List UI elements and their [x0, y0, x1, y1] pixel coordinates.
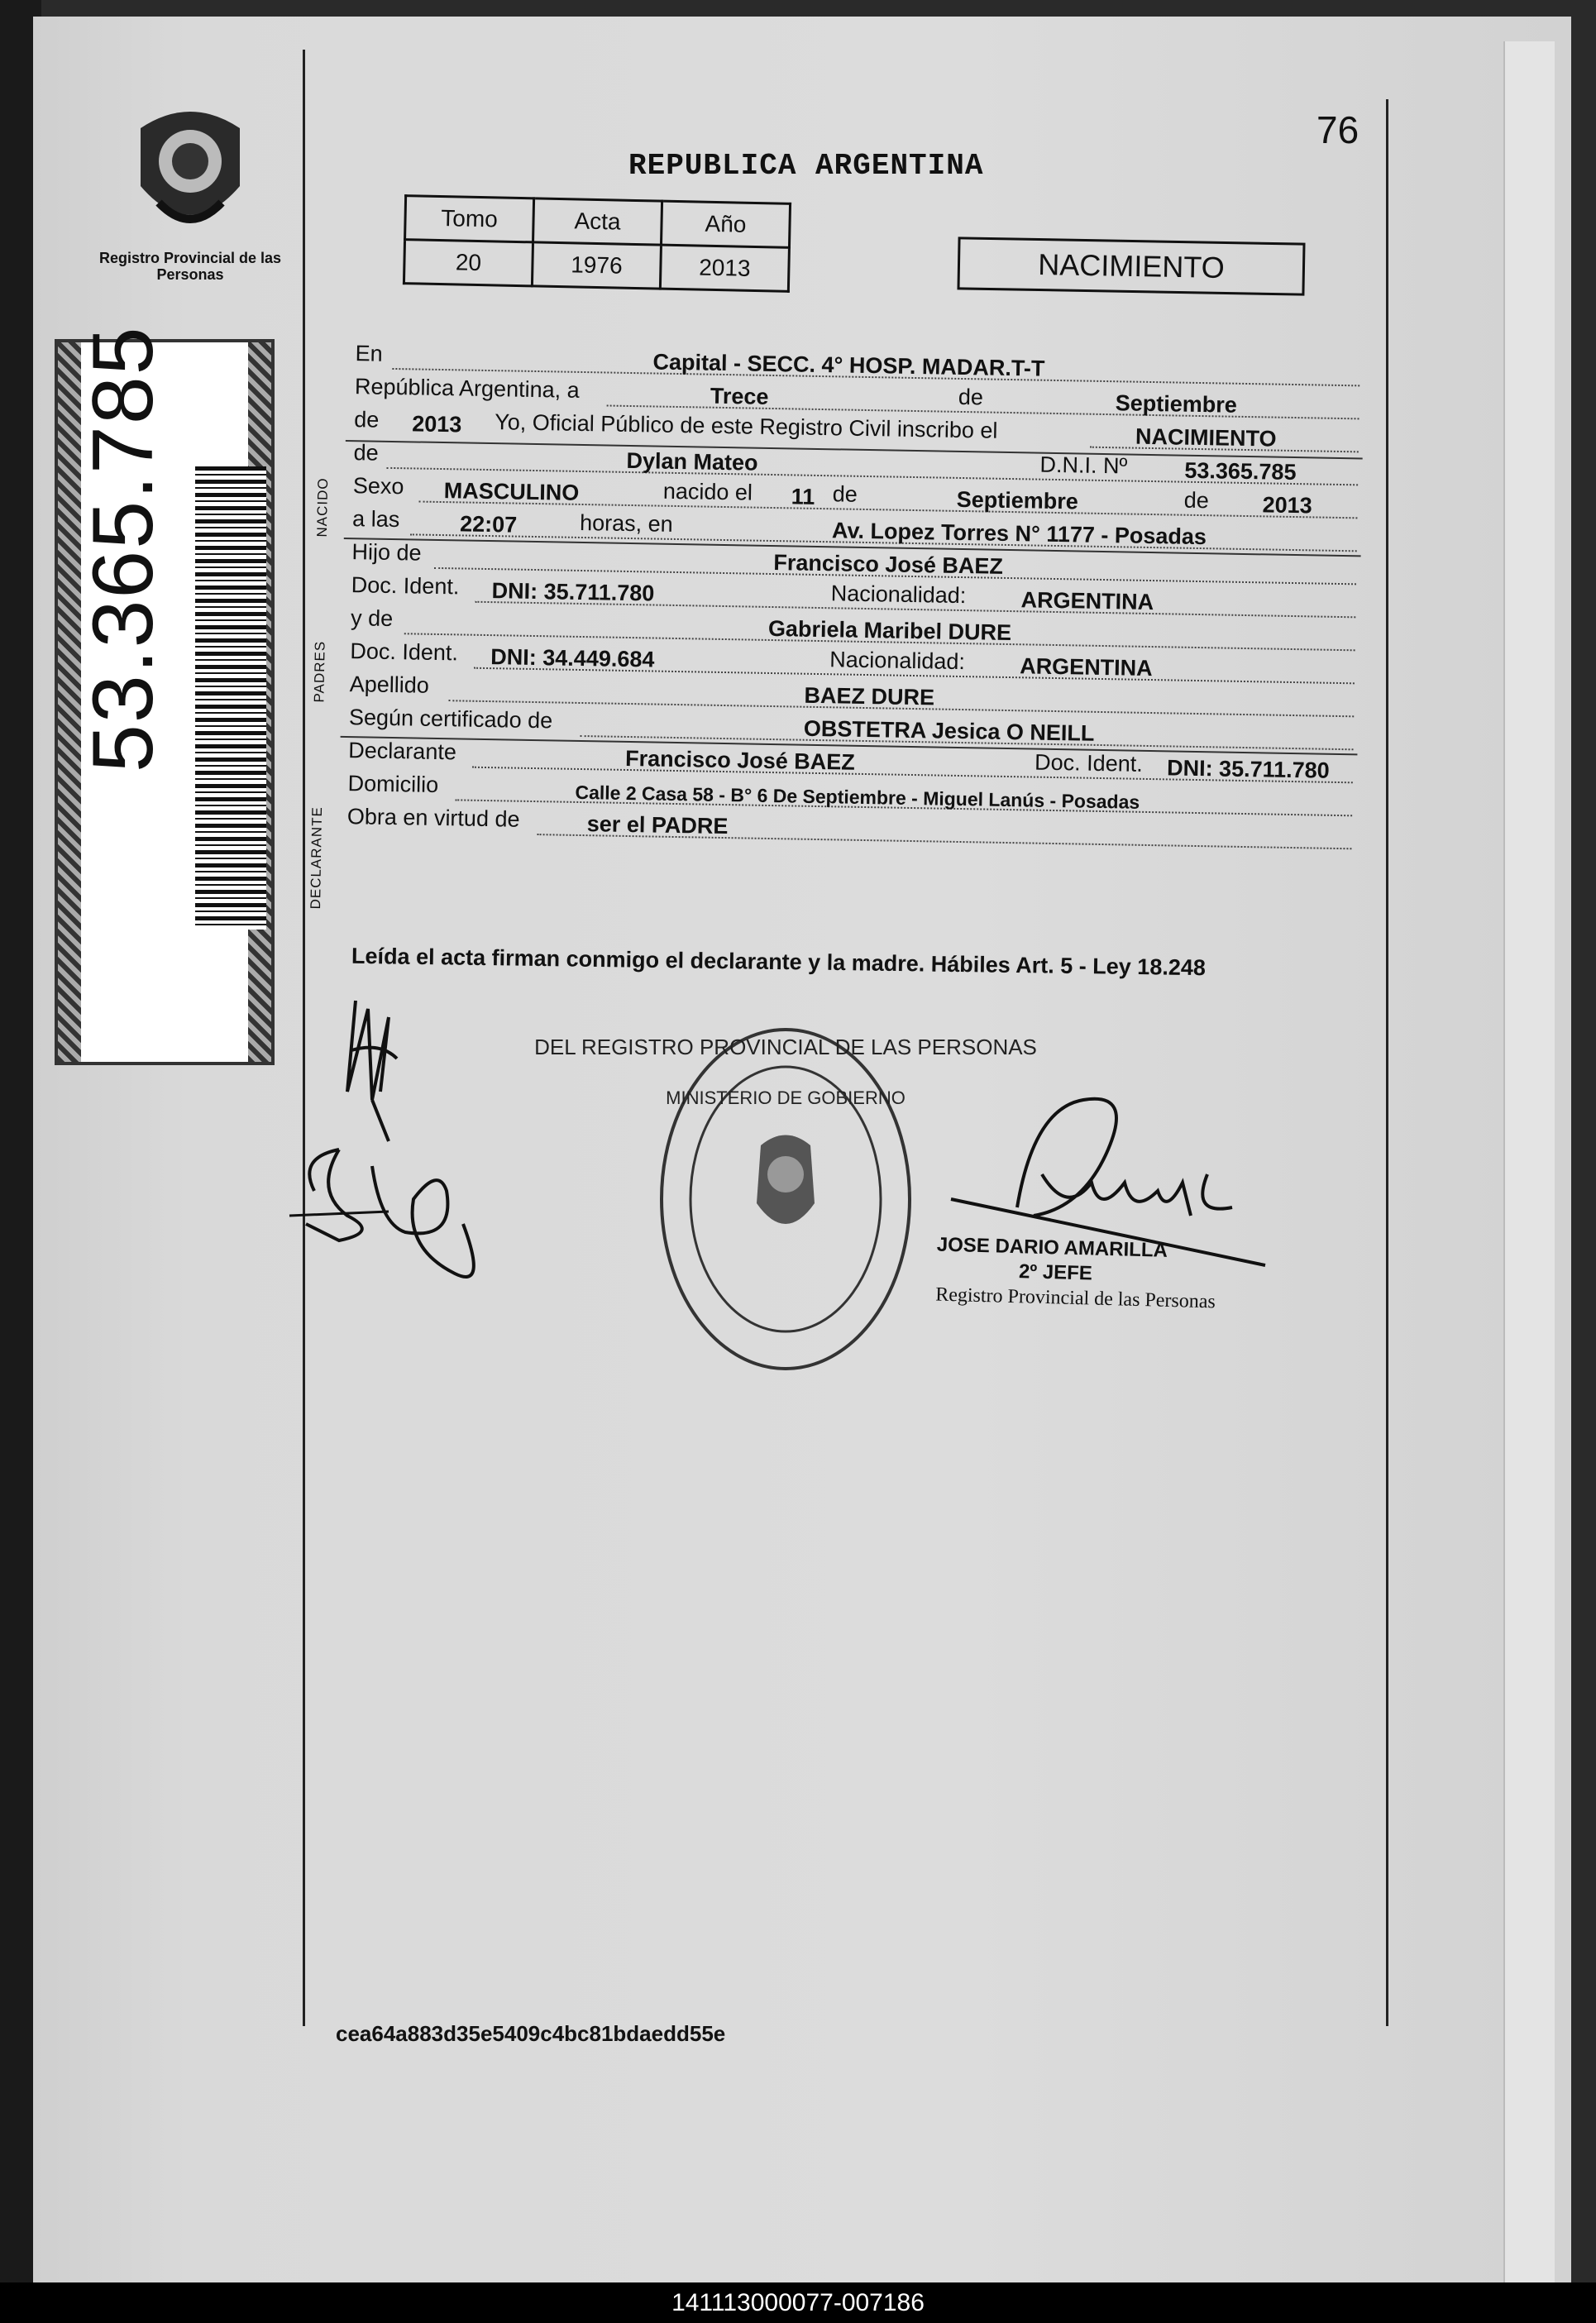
signature-declarante [289, 976, 496, 1307]
stamp-outer-text: DEL REGISTRO PROVINCIAL DE LAS PERSONAS [534, 1035, 1037, 1059]
official-role: 2º JEFE [1018, 1260, 1093, 1285]
year-value: 2013 [411, 411, 462, 437]
official-office: Registro Provincial de las Personas [934, 1283, 1216, 1313]
obra-label: Obra en virtud de [346, 804, 520, 832]
footer-id: 141113000077-007186 [671, 2289, 925, 2316]
tomo-header: Tomo [405, 196, 534, 242]
decl-doc-label: Doc. Ident. [1034, 749, 1144, 777]
month-value: Septiembre [1115, 390, 1238, 418]
padre-nac-value: ARGENTINA [1020, 587, 1154, 615]
hijo-de-label: Hijo de [351, 539, 422, 566]
declarante-label: Declarante [348, 738, 457, 765]
nacido-el-label: nacido el [662, 478, 753, 505]
de2-label: de [354, 407, 380, 433]
hora-value: 22:07 [459, 511, 518, 538]
declarante-section-label: DECLARANTE [307, 805, 326, 910]
de-label: de [958, 384, 984, 410]
madre-nac-value: ARGENTINA [1019, 653, 1153, 681]
right-frame-line [1386, 99, 1388, 2026]
padre-nac-label: Nacionalidad: [830, 581, 967, 609]
padre-doc-label: Doc. Ident. [351, 572, 460, 600]
stamp-inner-text: MINISTERIO DE GOBIERNO [666, 1087, 906, 1108]
nombre-label: de [353, 440, 379, 466]
nacido-anio: 2013 [1262, 492, 1313, 519]
official-signature-block [935, 1233, 1217, 1315]
day-value: Trece [710, 383, 769, 409]
barcode-number: 53.365.785 [75, 325, 171, 772]
padre-doc-value: DNI: 35.711.780 [491, 578, 655, 606]
nacido-dia: 11 [791, 484, 815, 509]
madre-doc-value: DNI: 34.449.684 [490, 644, 655, 672]
madre-value: Gabriela Maribel DURE [767, 615, 1012, 646]
inscribo-value: NACIMIENTO [1135, 423, 1277, 452]
official-stamp [534, 1021, 1037, 1377]
acta-value: 1976 [532, 242, 661, 289]
lugar-value: Av. Lopez Torres N° 1177 - Posadas [831, 518, 1207, 550]
official-name: JOSE DARIO AMARILLA [936, 1233, 1168, 1262]
footer-id-bar [0, 2282, 1596, 2323]
anio-header: Año [661, 201, 790, 247]
obra-value: ser el PADRE [586, 811, 729, 839]
acta-header: Acta [533, 198, 662, 245]
page-edge [1503, 41, 1555, 2299]
oficial-text: Yo, Oficial Público de este Registro Civil inscribo el [495, 409, 998, 443]
nacido-de2-label: de [1183, 487, 1210, 514]
dni-label: D.N.I. Nº [1039, 452, 1128, 479]
a-las-label: a las [351, 506, 400, 533]
dni-value: 53.365.785 [1184, 457, 1297, 485]
tomo-acta-table [403, 194, 791, 293]
padre-value: Francisco José BAEZ [773, 550, 1004, 579]
nombre-value: Dylan Mateo [626, 447, 758, 476]
apellido-value: BAEZ DURE [804, 682, 935, 710]
padres-section-label: PADRES [311, 640, 328, 703]
document-hash: cea64a883d35e5409c4bc81bdaedd55e [336, 2021, 726, 2046]
madre-nac-label: Nacionalidad: [829, 647, 966, 675]
decl-doc-value: DNI: 35.711.780 [1166, 755, 1330, 783]
nacido-de-label: de [832, 481, 858, 507]
certificado-value: OBSTETRA Jesica O NEILL [803, 715, 1095, 746]
republica-label: República Argentina, a [354, 374, 580, 403]
anio-value: 2013 [660, 245, 789, 291]
tomo-value: 20 [404, 240, 533, 286]
document-title: REPUBLICA ARGENTINA [628, 149, 984, 183]
apellido-label: Apellido [349, 672, 430, 698]
page-number: 76 [1316, 108, 1359, 151]
record-type-box: NACIMIENTO [957, 237, 1305, 295]
birth-record-form [307, 339, 1364, 910]
nacido-mes: Septiembre [956, 486, 1079, 514]
declarante-value: Francisco José BAEZ [624, 745, 856, 775]
barcode-bars [195, 466, 266, 930]
sexo-label: Sexo [352, 473, 404, 499]
madre-doc-label: Doc. Ident. [350, 638, 459, 666]
logo-caption: Registro Provincial de las Personas [98, 250, 282, 283]
y-de-label: y de [350, 605, 394, 632]
certificado-label: Según certificado de [348, 705, 553, 734]
domicilio-value: Calle 2 Casa 58 - B° 6 De Septiembre - Miguel Lanús - Posadas [575, 781, 1140, 813]
sexo-value: MASCULINO [443, 478, 580, 505]
nacido-section-label: NACIDO [313, 477, 332, 538]
domicilio-label: Domicilio [347, 771, 439, 798]
horas-en-label: horas, en [579, 509, 673, 537]
en-label: En [355, 341, 383, 366]
closing-statement: Leída el acta firman conmigo el declarante y la madre. Hábiles Art. 5 - Ley 18.248 [351, 943, 1207, 981]
barcode-label [55, 325, 275, 1065]
en-value: Capital - SECC. 4° HOSP. MADAR.T-T [652, 349, 1045, 381]
